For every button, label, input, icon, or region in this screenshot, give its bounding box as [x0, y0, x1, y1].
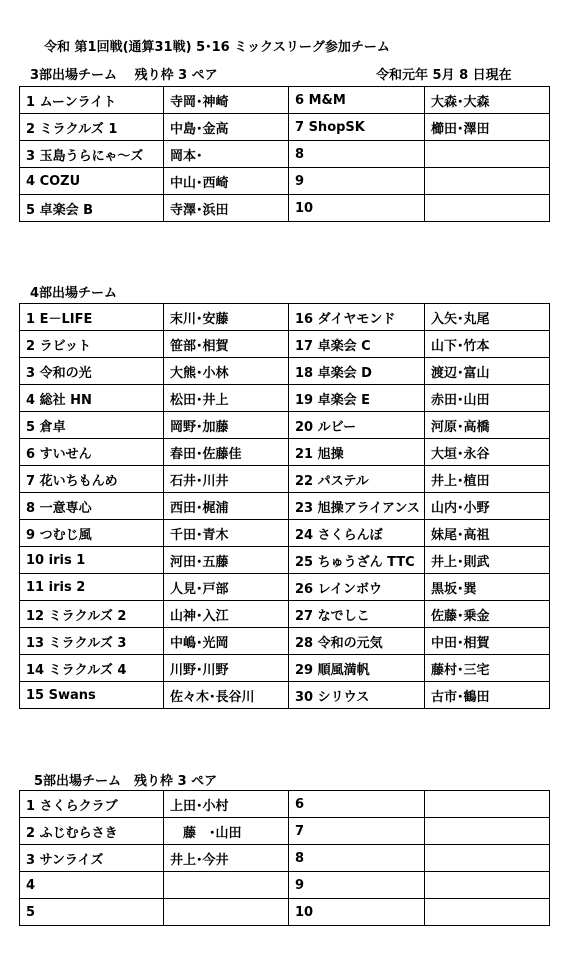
table-row — [20, 466, 550, 493]
players-cell — [425, 791, 550, 818]
players-cell: 上田･小村 — [164, 791, 289, 818]
team-name-cell: 10 — [289, 899, 425, 926]
table-row — [20, 601, 550, 628]
players-cell: 山内･小野 — [425, 493, 550, 520]
players-cell: 山下･竹本 — [425, 331, 550, 358]
players-cell — [425, 899, 550, 926]
table-row — [20, 628, 550, 655]
team-name-cell: 6 M&M — [289, 87, 425, 114]
table-row — [20, 412, 550, 439]
team-name-cell: 24 さくらんぼ — [289, 520, 425, 547]
table-row — [20, 872, 550, 899]
team-name-cell: 9 つむじ風 — [20, 520, 164, 547]
division4-table — [19, 303, 550, 709]
team-name-cell: 4 COZU — [20, 168, 164, 195]
players-cell: 寺澤･浜田 — [164, 195, 289, 222]
players-cell: 大垣･永谷 — [425, 439, 550, 466]
team-name-cell: 2 ふじむらさき — [20, 818, 164, 845]
players-cell: 古市･鶴田 — [425, 682, 550, 709]
team-name-cell: 4 総社 HN — [20, 385, 164, 412]
table-row — [20, 358, 550, 385]
team-name-cell: 28 令和の元気 — [289, 628, 425, 655]
players-cell: 佐藤･乗金 — [425, 601, 550, 628]
players-cell: 中嶋･光岡 — [164, 628, 289, 655]
players-cell: 末川･安藤 — [164, 304, 289, 331]
team-name-cell: 21 旭操 — [289, 439, 425, 466]
team-name-cell: 18 卓楽会 D — [289, 358, 425, 385]
team-name-cell: 25 ちゅうざん TTC — [289, 547, 425, 574]
players-cell — [425, 168, 550, 195]
table-row — [20, 845, 550, 872]
division5-table — [19, 790, 550, 926]
team-name-cell: 17 卓楽会 C — [289, 331, 425, 358]
players-cell: 笹部･相賀 — [164, 331, 289, 358]
table-row — [20, 791, 550, 818]
team-name-cell: 11 iris 2 — [20, 574, 164, 601]
table-row — [20, 682, 550, 709]
team-name-cell: 5 倉卓 — [20, 412, 164, 439]
players-cell — [425, 141, 550, 168]
team-name-cell: 3 令和の光 — [20, 358, 164, 385]
as-of-date: 令和元年 5月 8 日現在 — [376, 68, 512, 83]
players-cell: 春田･佐藤佳 — [164, 439, 289, 466]
team-name-cell: 5 卓楽会 B — [20, 195, 164, 222]
players-cell: 井上･則武 — [425, 547, 550, 574]
players-cell — [425, 818, 550, 845]
table-row — [20, 304, 550, 331]
team-name-cell: 15 Swans — [20, 682, 164, 709]
players-cell: 大森･大森 — [425, 87, 550, 114]
table-row — [20, 818, 550, 845]
table-row — [20, 493, 550, 520]
players-cell: 井上･今井 — [164, 845, 289, 872]
players-cell: 井上･植田 — [425, 466, 550, 493]
players-cell: 佐々木･長谷川 — [164, 682, 289, 709]
division3-heading: 3部出場チーム 残り枠 3 ペア — [30, 68, 218, 83]
team-name-cell: 1 ムーンライト — [20, 87, 164, 114]
team-name-cell: 1 E－LIFE — [20, 304, 164, 331]
players-cell: 中山･西崎 — [164, 168, 289, 195]
table-row — [20, 141, 550, 168]
players-cell: 寺岡･神崎 — [164, 87, 289, 114]
team-name-cell: 22 パステル — [289, 466, 425, 493]
players-cell: 川野･川野 — [164, 655, 289, 682]
team-name-cell: 7 — [289, 818, 425, 845]
division5-heading: 5部出場チーム 残り枠 3 ペア — [34, 774, 218, 789]
team-name-cell: 29 順風満帆 — [289, 655, 425, 682]
team-name-cell: 5 — [20, 899, 164, 926]
table-row — [20, 114, 550, 141]
table-row — [20, 87, 550, 114]
team-name-cell: 8 — [289, 845, 425, 872]
division3-table — [19, 86, 550, 222]
division4-heading: 4部出場チーム — [30, 286, 118, 301]
players-cell: 中島･金高 — [164, 114, 289, 141]
players-cell: 松田･井上 — [164, 385, 289, 412]
team-name-cell: 3 サンライズ — [20, 845, 164, 872]
players-cell: 妹尾･高祖 — [425, 520, 550, 547]
players-cell — [425, 195, 550, 222]
players-cell: 山神･入江 — [164, 601, 289, 628]
team-name-cell: 3 玉島うらにゃ～ズ — [20, 141, 164, 168]
players-cell: 大熊･小林 — [164, 358, 289, 385]
players-cell — [425, 872, 550, 899]
team-name-cell: 7 花いちもんめ — [20, 466, 164, 493]
players-cell: 岡野･加藤 — [164, 412, 289, 439]
team-name-cell: 9 — [289, 168, 425, 195]
page-title: 令和 第1回戦(通算31戦) 5･16 ミックスリーグ参加チーム — [44, 40, 390, 55]
table-row — [20, 331, 550, 358]
table-row — [20, 195, 550, 222]
players-cell: 千田･青木 — [164, 520, 289, 547]
table-row — [20, 520, 550, 547]
team-name-cell: 9 — [289, 872, 425, 899]
table-row — [20, 168, 550, 195]
players-cell — [425, 845, 550, 872]
team-name-cell: 1 さくらクラブ — [20, 791, 164, 818]
table-row — [20, 439, 550, 466]
team-name-cell: 6 — [289, 791, 425, 818]
players-cell: 河原･高橋 — [425, 412, 550, 439]
table-row — [20, 547, 550, 574]
team-name-cell: 2 ミラクルズ 1 — [20, 114, 164, 141]
team-name-cell: 13 ミラクルズ 3 — [20, 628, 164, 655]
players-cell: 藤 ･山田 — [164, 818, 289, 845]
team-name-cell: 20 ルビー — [289, 412, 425, 439]
team-name-cell: 19 卓楽会 E — [289, 385, 425, 412]
players-cell: 櫛田･澤田 — [425, 114, 550, 141]
table-row — [20, 385, 550, 412]
team-name-cell: 16 ダイヤモンド — [289, 304, 425, 331]
team-name-cell: 23 旭操アライアンス — [289, 493, 425, 520]
team-name-cell: 8 一意専心 — [20, 493, 164, 520]
table-row — [20, 574, 550, 601]
players-cell — [164, 872, 289, 899]
team-name-cell: 7 ShopSK — [289, 114, 425, 141]
team-name-cell: 10 — [289, 195, 425, 222]
players-cell: 渡辺･富山 — [425, 358, 550, 385]
team-name-cell: 8 — [289, 141, 425, 168]
players-cell: 入矢･丸尾 — [425, 304, 550, 331]
team-name-cell: 4 — [20, 872, 164, 899]
players-cell: 赤田･山田 — [425, 385, 550, 412]
players-cell: 岡本･ — [164, 141, 289, 168]
team-name-cell: 12 ミラクルズ 2 — [20, 601, 164, 628]
players-cell: 人見･戸部 — [164, 574, 289, 601]
team-name-cell: 2 ラビット — [20, 331, 164, 358]
table-row — [20, 655, 550, 682]
team-name-cell: 14 ミラクルズ 4 — [20, 655, 164, 682]
team-name-cell: 27 なでしこ — [289, 601, 425, 628]
players-cell: 西田･梶浦 — [164, 493, 289, 520]
players-cell: 藤村･三宅 — [425, 655, 550, 682]
players-cell: 河田･五藤 — [164, 547, 289, 574]
team-name-cell: 26 レインボウ — [289, 574, 425, 601]
players-cell: 中田･相賀 — [425, 628, 550, 655]
players-cell: 石井･川井 — [164, 466, 289, 493]
team-name-cell: 6 すいせん — [20, 439, 164, 466]
team-name-cell: 30 シリウス — [289, 682, 425, 709]
players-cell: 黒坂･巽 — [425, 574, 550, 601]
players-cell — [164, 899, 289, 926]
table-row — [20, 899, 550, 926]
team-name-cell: 10 iris 1 — [20, 547, 164, 574]
